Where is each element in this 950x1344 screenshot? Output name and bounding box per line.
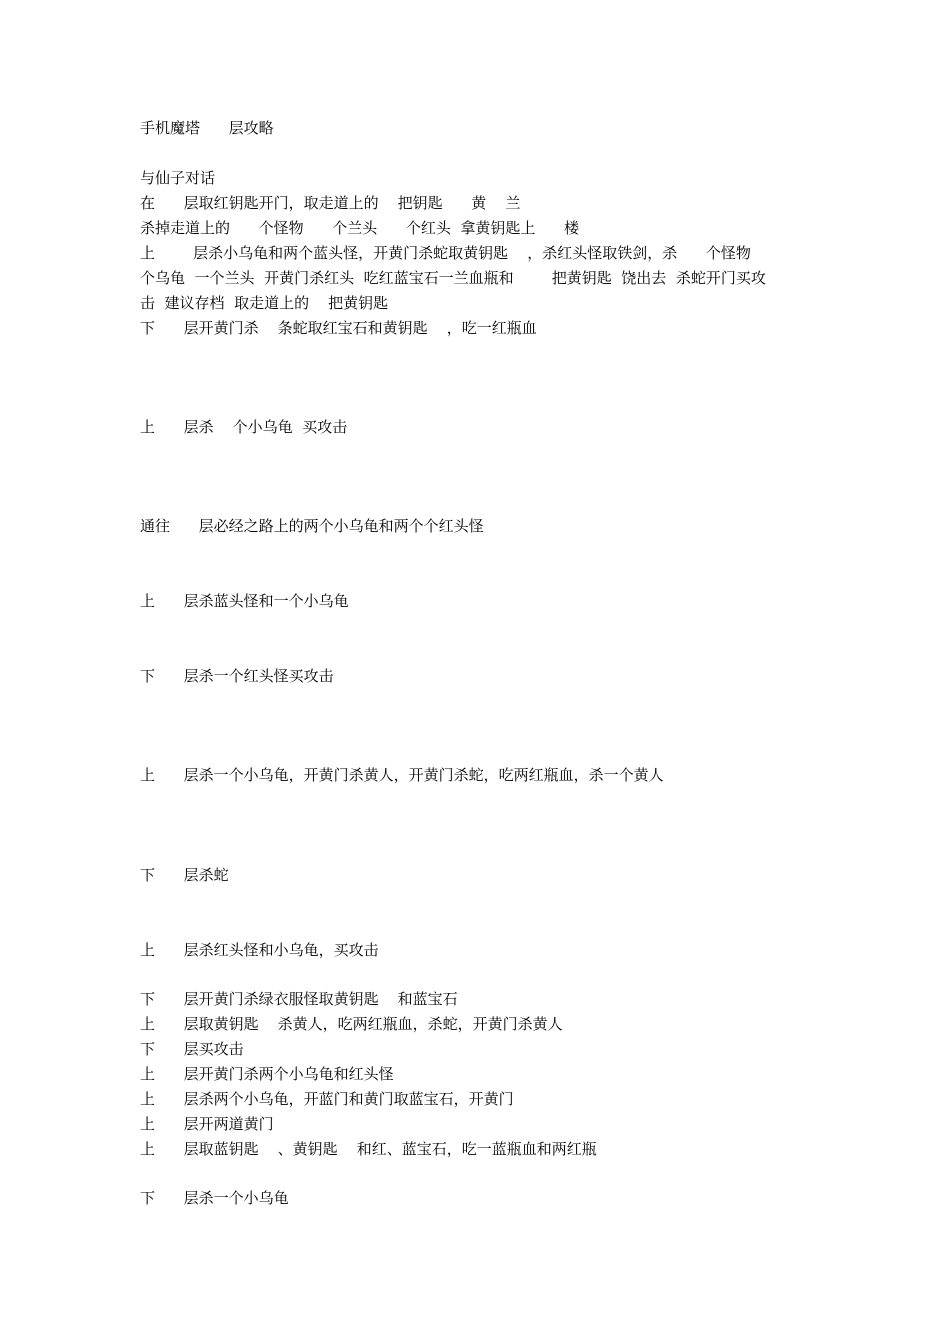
text-line: 击 建议存档 取走道上的 把黄钥匙 [140, 294, 389, 312]
text-line: 上 层开两道黄门 [140, 1115, 274, 1133]
text-line: 上 层杀两个小乌龟，开蓝门和黄门取蓝宝石，开黄门 [140, 1090, 514, 1108]
text-line: 上 层杀 个小乌龟 买攻击 [140, 418, 348, 436]
text-line: 下 层杀蛇 [140, 866, 229, 884]
text-line: 下 层开黄门杀 条蛇取红宝石和黄钥匙 ，吃一红瓶血 [140, 319, 537, 337]
text-line: 个乌龟 一个兰头 开黄门杀红头 吃红蓝宝石一兰血瓶和 把黄钥匙 饶出去 杀蛇开门买攻 [140, 269, 766, 287]
text-line: 下 层买攻击 [140, 1040, 244, 1058]
text-line: 杀掉走道上的 个怪物 个兰头 个红头 拿黄钥匙上 楼 [140, 219, 579, 237]
document-title: 手机魔塔 层攻略 [140, 119, 274, 137]
text-line: 上 层杀蓝头怪和一个小乌龟 [140, 592, 349, 610]
text-line: 下 层开黄门杀绿衣服怪取黄钥匙 和蓝宝石 [140, 990, 458, 1008]
text-line: 与仙子对话 [140, 169, 216, 187]
text-line: 下 层杀一个小乌龟 [140, 1189, 289, 1207]
text-line: 上 层杀小乌龟和两个蓝头怪，开黄门杀蛇取黄钥匙 ，杀红头怪取铁剑，杀 个怪物 [140, 244, 751, 262]
text-line: 上 层杀一个小乌龟，开黄门杀黄人，开黄门杀蛇，吃两红瓶血，杀一个黄人 [140, 766, 664, 784]
text-line: 上 层取蓝钥匙 、黄钥匙 和红、蓝宝石，吃一蓝瓶血和两红瓶 [140, 1140, 597, 1158]
text-line: 下 层杀一个红头怪买攻击 [140, 667, 334, 685]
text-line: 在 层取红钥匙开门，取走道上的 把钥匙 黄 兰 [140, 194, 521, 212]
text-line: 通往 层必经之路上的两个小乌龟和两个个红头怪 [140, 517, 484, 535]
text-line: 上 层开黄门杀两个小乌龟和红头怪 [140, 1065, 394, 1083]
text-line: 上 层取黄钥匙 杀黄人，吃两红瓶血，杀蛇，开黄门杀黄人 [140, 1015, 563, 1033]
text-line: 上 层杀红头怪和小乌龟，买攻击 [140, 941, 379, 959]
